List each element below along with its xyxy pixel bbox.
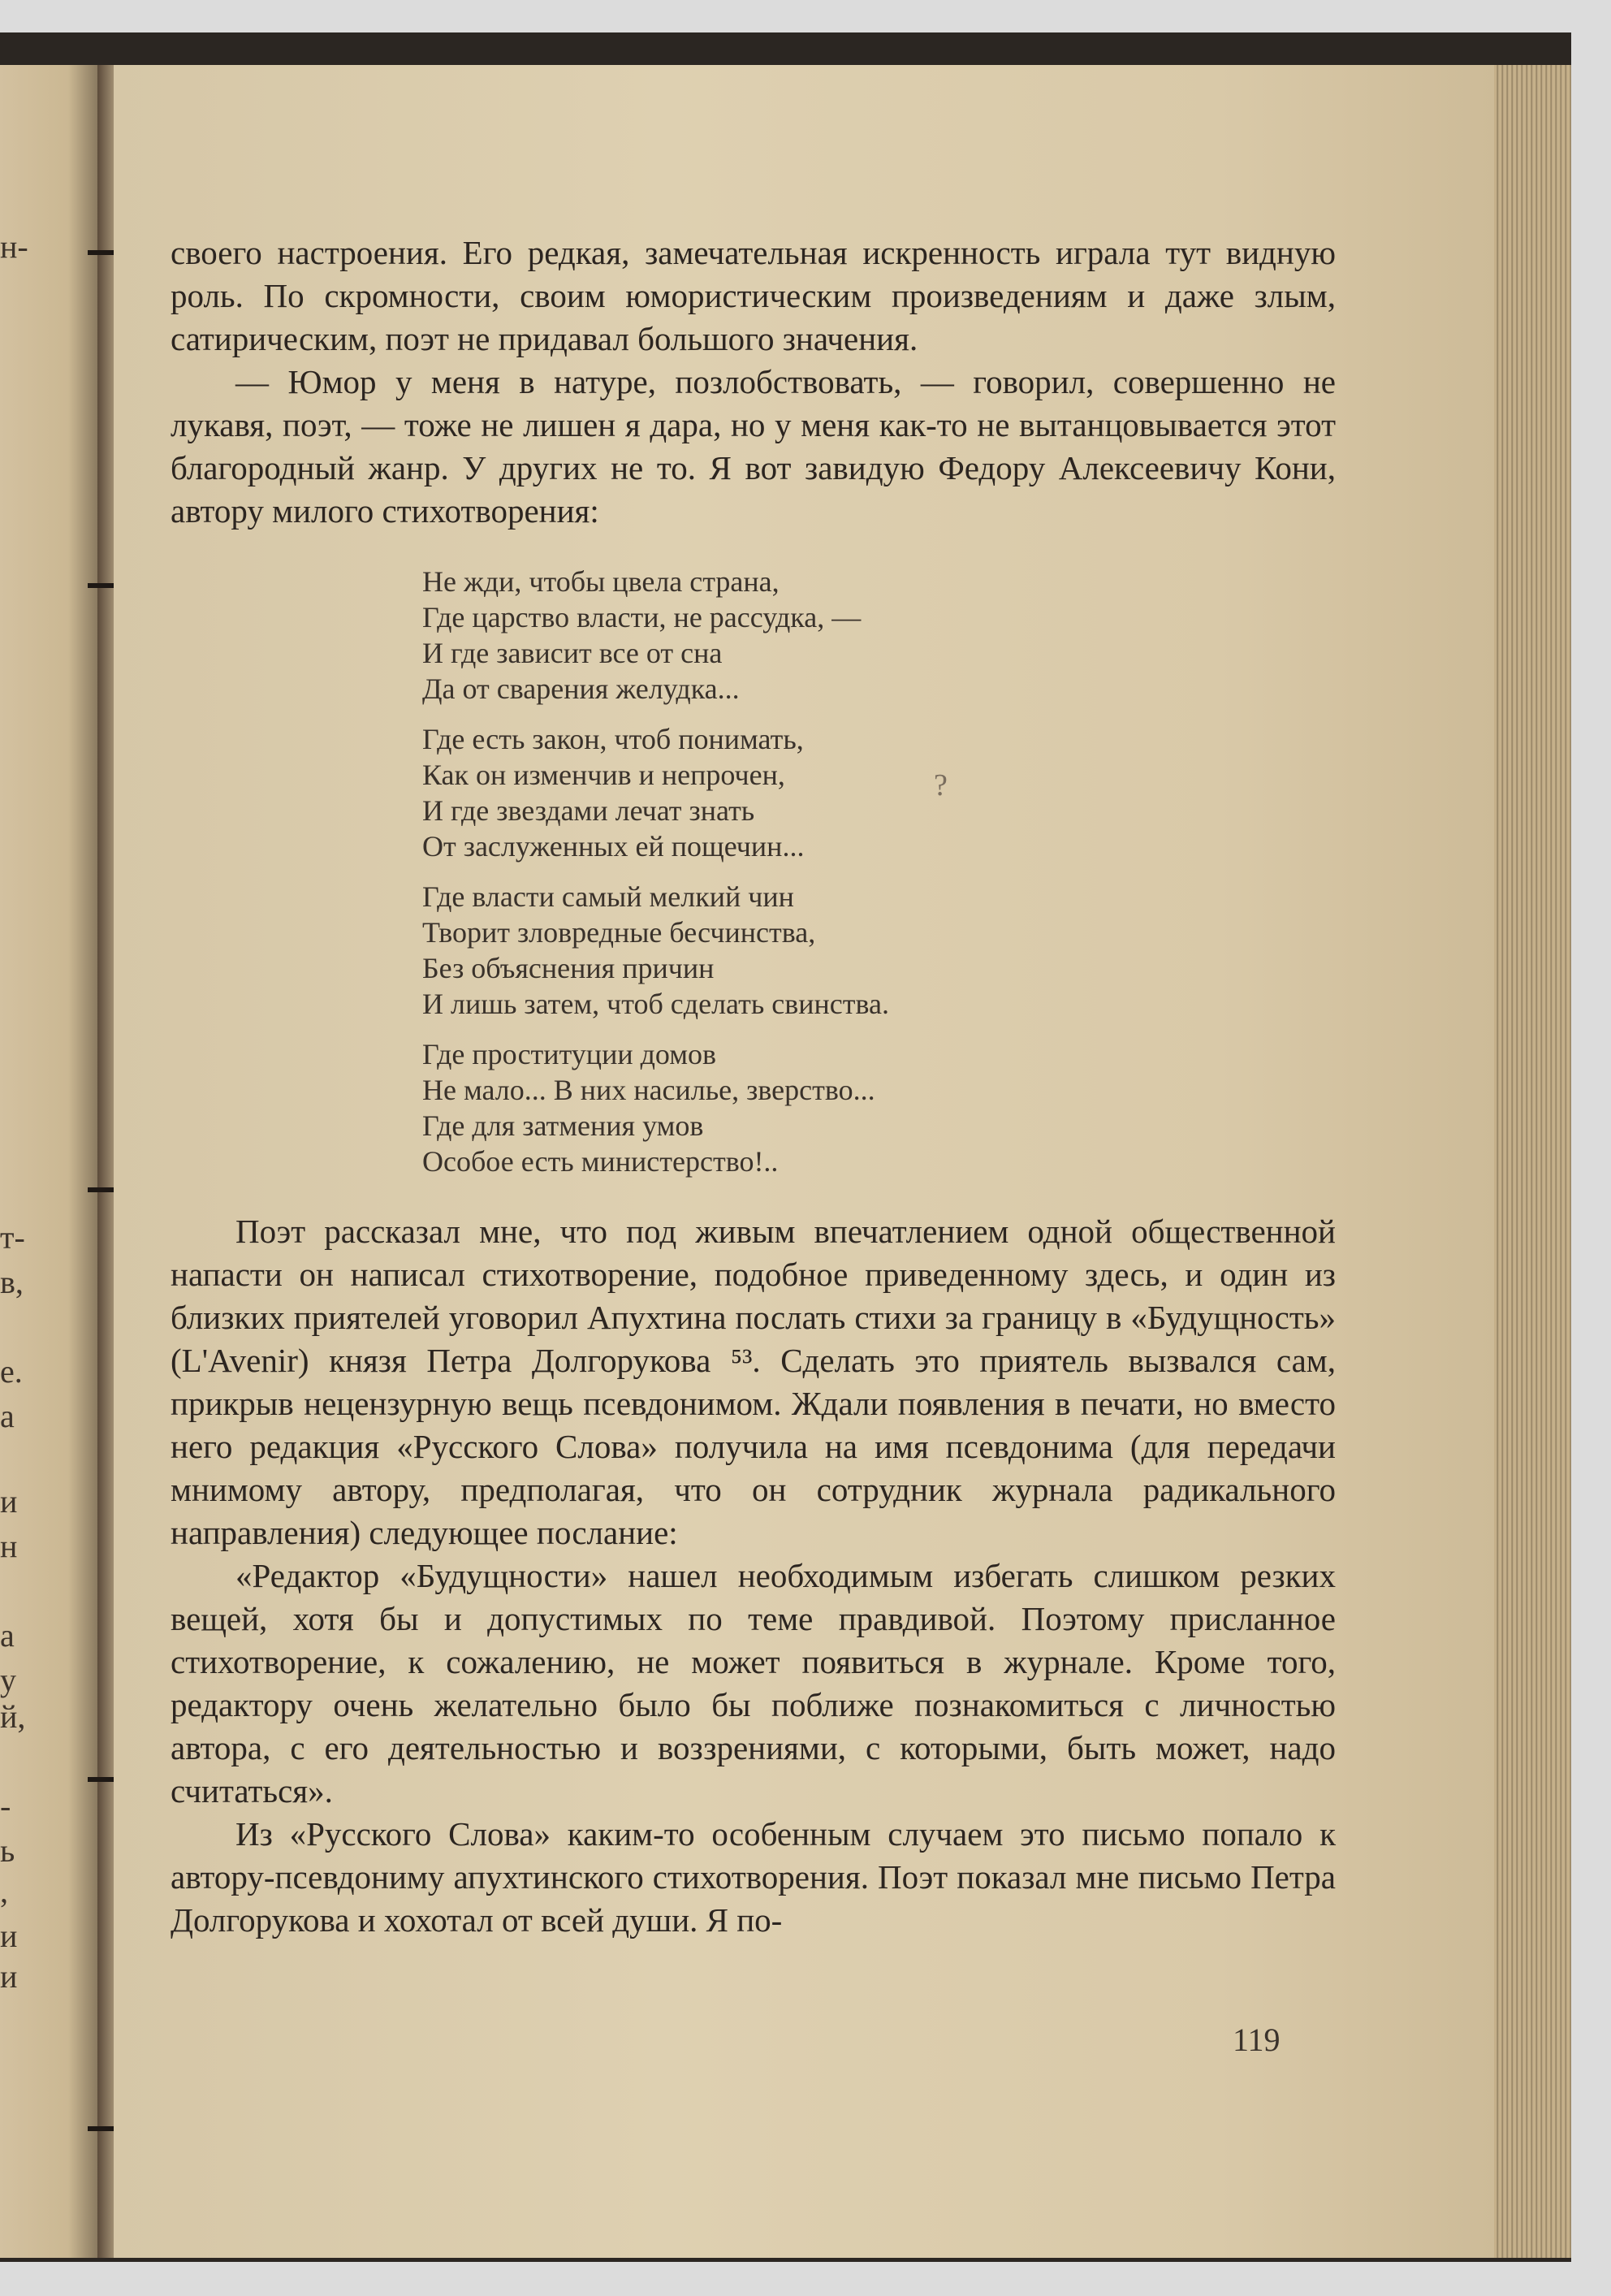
paragraph-story: Поэт рассказал мне, что под живым впечатлением одной общественной напасти он написал стихотворение, подобное приведенному здесь, и один из близких приятелей уговорил Апухтина послать стихи за границу в «Будущность» (L'Avenir) князя Петра Долгорукова ⁵³. Сделать это приятель вызвался сам, прикрыв нецензурную вещь псевдонимом. Ждали появления в печати, но вместо него редакция «Русского Слова» получила на имя псевдонима (для передачи мнимому автору, предполагая, что он сотрудник журнала радикального направления) следующее послание: [171,1213,1336,1551]
binding-stitch [88,2126,117,2131]
previous-page-fragment: т- [0,1219,25,1256]
poem-line: Как он изменчив и непрочен, [422,759,785,791]
previous-page-fragment: и [0,1958,18,1995]
pencil-margin-mark: ? [934,768,948,802]
paragraph-letter: «Редактор «Будущности» нашел необходимым избегать слишком резких вещей, хотя бы и допустимых по теме правдивой. Поэтому присланное стихотворение, к сожалению, не может появиться в журнале. Кроме того, редактору очень желательно было бы поближе познакомиться с личностью автора, с его деятельностью и воззрениями, с которыми, быть может, надо считаться». [171,1557,1336,1810]
poem-line: Творит зловредные бесчинства, [422,916,816,949]
binding-stitch [88,583,117,588]
paragraph-quote: — Юмор у меня в натуре, позлобствовать, — говорил, совершенно не лукавя, поэт, — тоже не лишен я дара, но у меня как-то не вытанцовывается этот благородный жанр. У других не то. Я вот завидую Федору Алексеевичу Кони, автору милого стихотворения: [171,363,1336,530]
previous-page-fragment: й, [0,1698,26,1735]
previous-page-fragment: , [0,1873,8,1909]
previous-page-fragment: - [0,1788,11,1824]
poem-line: И где звездами лечат знать [422,794,755,827]
poem-line: Где власти самый мелкий чин [422,880,794,913]
binding-stitch [88,1777,117,1782]
poem-stanza [422,879,1336,1022]
poem-line: Где есть закон, чтоб понимать, [422,723,804,755]
previous-page-fragment: в, [0,1264,24,1300]
poem-line: Не жди, чтобы цвела страна, [422,565,780,598]
poem-line: Да от сварения желудка... [422,672,740,705]
paragraph-continuation: своего настроения. Его редкая, замечательная искренность играла тут видную роль. По скромности, своим юмористическим произведениям и даже злым, сатирическим, поэт не придавал большого значения. [171,234,1336,357]
page-edges-stack [1494,65,1571,2258]
previous-page-fragment: ь [0,1832,15,1869]
page-number: 119 [1233,2021,1281,2058]
book-gutter [97,65,114,2258]
poem-line: Где царство власти, не рассудка, — [422,601,862,633]
binding-stitch [88,1187,117,1192]
poem-line: Особое есть министерство!.. [422,1145,779,1178]
previous-page-fragment: н- [0,228,28,265]
poem-line: Не мало... В них насилье, зверство... [422,1074,875,1106]
poem-line: От заслуженных ей пощечин... [422,830,805,863]
poem-line: Где проституции домов [422,1038,717,1070]
previous-page-fragment: и [0,1483,18,1520]
paragraph-ending: Из «Русского Слова» каким-то особенным случаем это письмо попало к автору-псевдониму апухтинского стихотворения. Поэт показал мне письмо Петра Долгорукова и хохотал от всей души. Я по- [171,1815,1336,1939]
poem [422,564,1336,1179]
poem-line: И лишь затем, чтоб сделать свинства. [422,988,889,1020]
previous-page-fragment: и [0,1918,18,1954]
poem-line: Без объяснения причин [422,952,715,984]
poem-stanza [422,1036,1336,1179]
poem-stanza [422,564,1336,707]
previous-page-fragment: а [0,1617,15,1654]
binding-stitch [88,250,117,255]
page-text [171,231,1336,1942]
previous-page-fragment: е. [0,1353,23,1390]
previous-page-fragment: у [0,1662,16,1698]
previous-page-fragment: а [0,1398,15,1434]
previous-page-fragment: н [0,1528,18,1564]
poem-line: И где зависит все от сна [422,637,723,669]
poem-stanza [422,721,1336,864]
previous-page-fragments [0,65,97,2258]
previous-page-edge [0,65,97,2258]
poem-line: Где для затмения умов [422,1109,704,1142]
